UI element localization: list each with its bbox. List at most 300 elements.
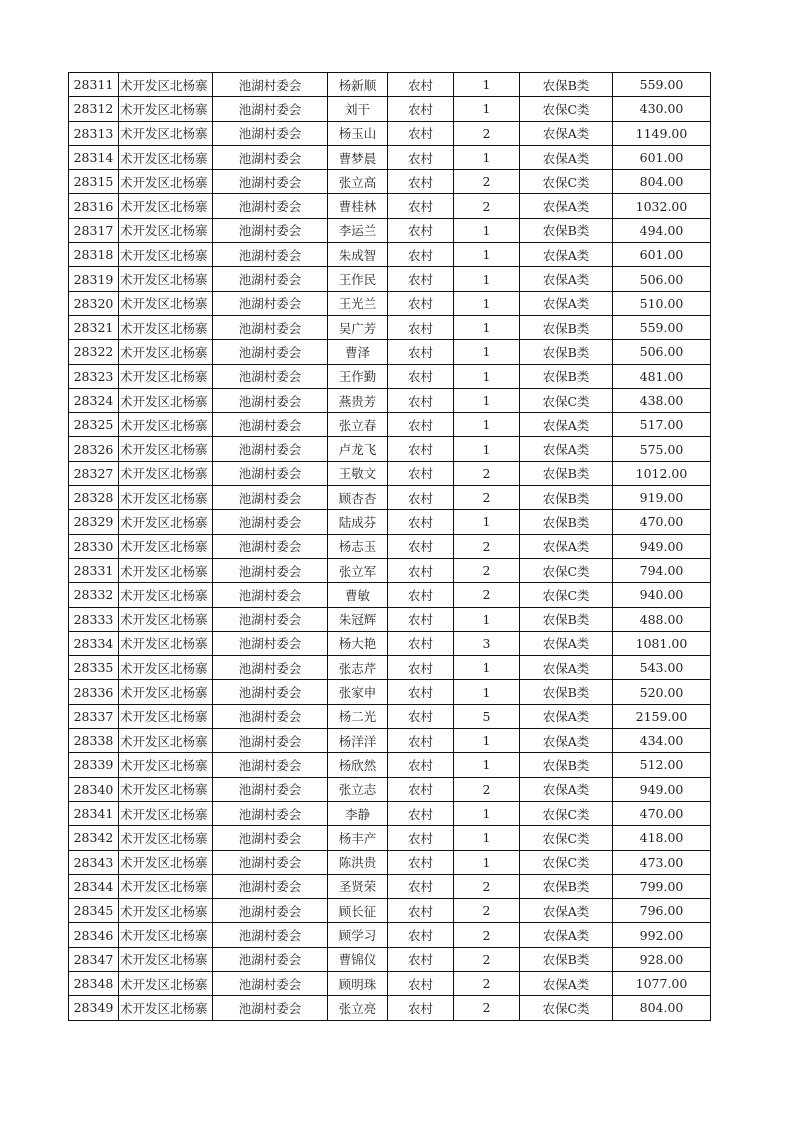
household-type-cell: 农村	[388, 704, 454, 728]
amount-cell: 928.00	[613, 947, 711, 971]
member-count-cell: 1	[454, 413, 520, 437]
committee-cell: 池湖村委会	[213, 510, 328, 534]
area-cell: 术开发区北杨寨	[119, 583, 213, 607]
person-name-cell: 陈洪贵	[328, 850, 388, 874]
member-count-cell: 3	[454, 631, 520, 655]
amount-cell: 559.00	[613, 73, 711, 97]
table-row	[69, 291, 711, 315]
committee-cell: 池湖村委会	[213, 826, 328, 850]
table-row	[69, 510, 711, 534]
insurance-class-cell: 农保B类	[520, 753, 613, 777]
amount-cell: 481.00	[613, 364, 711, 388]
record-id-cell: 28347	[69, 947, 119, 971]
amount-cell: 796.00	[613, 899, 711, 923]
record-id-cell: 28342	[69, 826, 119, 850]
table-row	[69, 170, 711, 194]
insurance-class-cell: 农保C类	[520, 801, 613, 825]
member-count-cell: 1	[454, 850, 520, 874]
table-row	[69, 413, 711, 437]
insurance-class-cell: 农保B类	[520, 486, 613, 510]
record-id-cell: 28337	[69, 704, 119, 728]
table-row	[69, 194, 711, 218]
household-type-cell: 农村	[388, 899, 454, 923]
table-row	[69, 874, 711, 898]
household-type-cell: 农村	[388, 315, 454, 339]
record-id-cell: 28323	[69, 364, 119, 388]
member-count-cell: 1	[454, 729, 520, 753]
insurance-class-cell: 农保A类	[520, 971, 613, 995]
insurance-class-cell: 农保B类	[520, 607, 613, 631]
insurance-class-cell: 农保A类	[520, 243, 613, 267]
person-name-cell: 曹桂林	[328, 194, 388, 218]
amount-cell: 804.00	[613, 996, 711, 1020]
committee-cell: 池湖村委会	[213, 874, 328, 898]
area-cell: 术开发区北杨寨	[119, 923, 213, 947]
table-row	[69, 461, 711, 485]
committee-cell: 池湖村委会	[213, 607, 328, 631]
committee-cell: 池湖村委会	[213, 631, 328, 655]
member-count-cell: 1	[454, 364, 520, 388]
household-type-cell: 农村	[388, 218, 454, 242]
insurance-class-cell: 农保A类	[520, 656, 613, 680]
person-name-cell: 张立亮	[328, 996, 388, 1020]
committee-cell: 池湖村委会	[213, 388, 328, 412]
insurance-class-cell: 农保C类	[520, 583, 613, 607]
area-cell: 术开发区北杨寨	[119, 947, 213, 971]
person-name-cell: 张志芹	[328, 656, 388, 680]
insurance-class-cell: 农保B类	[520, 947, 613, 971]
area-cell: 术开发区北杨寨	[119, 97, 213, 121]
record-id-cell: 28332	[69, 583, 119, 607]
committee-cell: 池湖村委会	[213, 437, 328, 461]
area-cell: 术开发区北杨寨	[119, 461, 213, 485]
member-count-cell: 1	[454, 680, 520, 704]
area-cell: 术开发区北杨寨	[119, 364, 213, 388]
committee-cell: 池湖村委会	[213, 218, 328, 242]
household-type-cell: 农村	[388, 801, 454, 825]
committee-cell: 池湖村委会	[213, 413, 328, 437]
insurance-class-cell: 农保A类	[520, 291, 613, 315]
table-row	[69, 971, 711, 995]
committee-cell: 池湖村委会	[213, 729, 328, 753]
table-body	[69, 73, 711, 1021]
table-row	[69, 680, 711, 704]
table-row	[69, 656, 711, 680]
table-row	[69, 315, 711, 339]
household-type-cell: 农村	[388, 388, 454, 412]
person-name-cell: 张立军	[328, 558, 388, 582]
insurance-class-cell: 农保C类	[520, 97, 613, 121]
area-cell: 术开发区北杨寨	[119, 971, 213, 995]
record-id-cell: 28315	[69, 170, 119, 194]
committee-cell: 池湖村委会	[213, 899, 328, 923]
committee-cell: 池湖村委会	[213, 340, 328, 364]
member-count-cell: 2	[454, 461, 520, 485]
record-id-cell: 28312	[69, 97, 119, 121]
insurance-class-cell: 农保A类	[520, 194, 613, 218]
area-cell: 术开发区北杨寨	[119, 194, 213, 218]
amount-cell: 418.00	[613, 826, 711, 850]
table-row	[69, 558, 711, 582]
committee-cell: 池湖村委会	[213, 97, 328, 121]
table-row	[69, 73, 711, 97]
amount-cell: 488.00	[613, 607, 711, 631]
amount-cell: 520.00	[613, 680, 711, 704]
household-type-cell: 农村	[388, 777, 454, 801]
amount-cell: 794.00	[613, 558, 711, 582]
table-row	[69, 145, 711, 169]
person-name-cell: 刘干	[328, 97, 388, 121]
person-name-cell: 王作勤	[328, 364, 388, 388]
person-name-cell: 陆成芬	[328, 510, 388, 534]
record-id-cell: 28319	[69, 267, 119, 291]
member-count-cell: 2	[454, 170, 520, 194]
table-row	[69, 801, 711, 825]
member-count-cell: 1	[454, 437, 520, 461]
committee-cell: 池湖村委会	[213, 704, 328, 728]
member-count-cell: 1	[454, 656, 520, 680]
member-count-cell: 1	[454, 145, 520, 169]
committee-cell: 池湖村委会	[213, 121, 328, 145]
member-count-cell: 1	[454, 291, 520, 315]
record-id-cell: 28325	[69, 413, 119, 437]
area-cell: 术开发区北杨寨	[119, 874, 213, 898]
household-type-cell: 农村	[388, 850, 454, 874]
insurance-class-cell: 农保A类	[520, 923, 613, 947]
insurance-class-cell: 农保A类	[520, 899, 613, 923]
table-row	[69, 923, 711, 947]
amount-cell: 919.00	[613, 486, 711, 510]
amount-cell: 799.00	[613, 874, 711, 898]
household-type-cell: 农村	[388, 996, 454, 1020]
amount-cell: 1012.00	[613, 461, 711, 485]
person-name-cell: 杨志玉	[328, 534, 388, 558]
area-cell: 术开发区北杨寨	[119, 267, 213, 291]
household-type-cell: 农村	[388, 486, 454, 510]
member-count-cell: 1	[454, 826, 520, 850]
person-name-cell: 曹梦晨	[328, 145, 388, 169]
record-id-cell: 28331	[69, 558, 119, 582]
person-name-cell: 杨新顺	[328, 73, 388, 97]
person-name-cell: 吴广芳	[328, 315, 388, 339]
record-id-cell: 28313	[69, 121, 119, 145]
member-count-cell: 2	[454, 923, 520, 947]
amount-cell: 470.00	[613, 801, 711, 825]
table-row	[69, 267, 711, 291]
member-count-cell: 1	[454, 243, 520, 267]
amount-cell: 1149.00	[613, 121, 711, 145]
committee-cell: 池湖村委会	[213, 583, 328, 607]
record-id-cell: 28326	[69, 437, 119, 461]
area-cell: 术开发区北杨寨	[119, 170, 213, 194]
record-id-cell: 28316	[69, 194, 119, 218]
committee-cell: 池湖村委会	[213, 315, 328, 339]
person-name-cell: 杨洋洋	[328, 729, 388, 753]
household-type-cell: 农村	[388, 971, 454, 995]
area-cell: 术开发区北杨寨	[119, 801, 213, 825]
member-count-cell: 1	[454, 267, 520, 291]
area-cell: 术开发区北杨寨	[119, 73, 213, 97]
area-cell: 术开发区北杨寨	[119, 826, 213, 850]
record-id-cell: 28321	[69, 315, 119, 339]
table-row	[69, 947, 711, 971]
household-type-cell: 农村	[388, 97, 454, 121]
insurance-class-cell: 农保B类	[520, 73, 613, 97]
household-type-cell: 农村	[388, 874, 454, 898]
household-type-cell: 农村	[388, 170, 454, 194]
household-type-cell: 农村	[388, 73, 454, 97]
record-id-cell: 28328	[69, 486, 119, 510]
amount-cell: 430.00	[613, 97, 711, 121]
insurance-class-cell: 农保A类	[520, 437, 613, 461]
member-count-cell: 2	[454, 486, 520, 510]
insurance-class-cell: 农保A类	[520, 729, 613, 753]
committee-cell: 池湖村委会	[213, 753, 328, 777]
record-id-cell: 28320	[69, 291, 119, 315]
area-cell: 术开发区北杨寨	[119, 486, 213, 510]
insurance-class-cell: 农保A类	[520, 267, 613, 291]
record-id-cell: 28340	[69, 777, 119, 801]
table-row	[69, 753, 711, 777]
amount-cell: 510.00	[613, 291, 711, 315]
household-type-cell: 农村	[388, 729, 454, 753]
record-id-cell: 28341	[69, 801, 119, 825]
amount-cell: 438.00	[613, 388, 711, 412]
person-name-cell: 顾杏杏	[328, 486, 388, 510]
member-count-cell: 2	[454, 583, 520, 607]
area-cell: 术开发区北杨寨	[119, 145, 213, 169]
member-count-cell: 1	[454, 607, 520, 631]
person-name-cell: 曹锦仪	[328, 947, 388, 971]
insurance-class-cell: 农保B类	[520, 315, 613, 339]
committee-cell: 池湖村委会	[213, 267, 328, 291]
committee-cell: 池湖村委会	[213, 364, 328, 388]
table-row	[69, 704, 711, 728]
household-type-cell: 农村	[388, 291, 454, 315]
committee-cell: 池湖村委会	[213, 558, 328, 582]
person-name-cell: 顾长征	[328, 899, 388, 923]
amount-cell: 575.00	[613, 437, 711, 461]
person-name-cell: 杨丰产	[328, 826, 388, 850]
table-row	[69, 583, 711, 607]
table-row	[69, 340, 711, 364]
committee-cell: 池湖村委会	[213, 777, 328, 801]
table-row	[69, 850, 711, 874]
committee-cell: 池湖村委会	[213, 850, 328, 874]
person-name-cell: 顾学习	[328, 923, 388, 947]
amount-cell: 601.00	[613, 145, 711, 169]
record-id-cell: 28322	[69, 340, 119, 364]
area-cell: 术开发区北杨寨	[119, 631, 213, 655]
insurance-class-cell: 农保A类	[520, 534, 613, 558]
person-name-cell: 王敬文	[328, 461, 388, 485]
committee-cell: 池湖村委会	[213, 971, 328, 995]
amount-cell: 940.00	[613, 583, 711, 607]
insurance-class-cell: 农保C类	[520, 996, 613, 1020]
amount-cell: 2159.00	[613, 704, 711, 728]
record-id-cell: 28348	[69, 971, 119, 995]
table-row	[69, 388, 711, 412]
record-id-cell: 28329	[69, 510, 119, 534]
record-id-cell: 28343	[69, 850, 119, 874]
table-row	[69, 534, 711, 558]
record-id-cell: 28318	[69, 243, 119, 267]
person-name-cell: 朱成智	[328, 243, 388, 267]
insurance-class-cell: 农保C类	[520, 850, 613, 874]
household-type-cell: 农村	[388, 340, 454, 364]
area-cell: 术开发区北杨寨	[119, 558, 213, 582]
member-count-cell: 2	[454, 558, 520, 582]
record-id-cell: 28324	[69, 388, 119, 412]
member-count-cell: 2	[454, 534, 520, 558]
person-name-cell: 王光兰	[328, 291, 388, 315]
person-name-cell: 燕贵芳	[328, 388, 388, 412]
amount-cell: 1032.00	[613, 194, 711, 218]
member-count-cell: 1	[454, 315, 520, 339]
insurance-class-cell: 农保A类	[520, 121, 613, 145]
person-name-cell: 杨玉山	[328, 121, 388, 145]
household-type-cell: 农村	[388, 145, 454, 169]
record-id-cell: 28345	[69, 899, 119, 923]
household-type-cell: 农村	[388, 364, 454, 388]
record-id-cell: 28335	[69, 656, 119, 680]
table-row	[69, 826, 711, 850]
person-name-cell: 卢龙飞	[328, 437, 388, 461]
amount-cell: 804.00	[613, 170, 711, 194]
insurance-class-cell: 农保A类	[520, 631, 613, 655]
record-id-cell: 28344	[69, 874, 119, 898]
insurance-class-cell: 农保C类	[520, 826, 613, 850]
amount-cell: 543.00	[613, 656, 711, 680]
household-type-cell: 农村	[388, 923, 454, 947]
member-count-cell: 1	[454, 510, 520, 534]
member-count-cell: 1	[454, 97, 520, 121]
person-name-cell: 李运兰	[328, 218, 388, 242]
member-count-cell: 1	[454, 388, 520, 412]
member-count-cell: 1	[454, 218, 520, 242]
insurance-class-cell: 农保B类	[520, 680, 613, 704]
amount-cell: 992.00	[613, 923, 711, 947]
insurance-class-cell: 农保C类	[520, 388, 613, 412]
insurance-class-cell: 农保B类	[520, 874, 613, 898]
amount-cell: 949.00	[613, 534, 711, 558]
household-type-cell: 农村	[388, 826, 454, 850]
household-type-cell: 农村	[388, 243, 454, 267]
person-name-cell: 圣贤荣	[328, 874, 388, 898]
area-cell: 术开发区北杨寨	[119, 850, 213, 874]
household-type-cell: 农村	[388, 461, 454, 485]
insurance-class-cell: 农保B类	[520, 461, 613, 485]
member-count-cell: 5	[454, 704, 520, 728]
insurance-class-cell: 农保B类	[520, 340, 613, 364]
record-id-cell: 28317	[69, 218, 119, 242]
table-row	[69, 437, 711, 461]
member-count-cell: 2	[454, 194, 520, 218]
person-name-cell: 杨欣然	[328, 753, 388, 777]
area-cell: 术开发区北杨寨	[119, 121, 213, 145]
household-type-cell: 农村	[388, 437, 454, 461]
amount-cell: 470.00	[613, 510, 711, 534]
insurance-class-cell: 农保C类	[520, 558, 613, 582]
insurance-class-cell: 农保C类	[520, 170, 613, 194]
area-cell: 术开发区北杨寨	[119, 704, 213, 728]
records-table	[68, 72, 711, 1021]
table-row	[69, 631, 711, 655]
person-name-cell: 张立高	[328, 170, 388, 194]
amount-cell: 517.00	[613, 413, 711, 437]
member-count-cell: 2	[454, 874, 520, 898]
committee-cell: 池湖村委会	[213, 73, 328, 97]
person-name-cell: 李静	[328, 801, 388, 825]
person-name-cell: 王作民	[328, 267, 388, 291]
household-type-cell: 农村	[388, 656, 454, 680]
household-type-cell: 农村	[388, 194, 454, 218]
area-cell: 术开发区北杨寨	[119, 413, 213, 437]
person-name-cell: 曹泽	[328, 340, 388, 364]
table-row	[69, 729, 711, 753]
person-name-cell: 张立春	[328, 413, 388, 437]
record-id-cell: 28333	[69, 607, 119, 631]
member-count-cell: 1	[454, 801, 520, 825]
committee-cell: 池湖村委会	[213, 996, 328, 1020]
table-row	[69, 243, 711, 267]
household-type-cell: 农村	[388, 267, 454, 291]
committee-cell: 池湖村委会	[213, 947, 328, 971]
committee-cell: 池湖村委会	[213, 801, 328, 825]
committee-cell: 池湖村委会	[213, 486, 328, 510]
area-cell: 术开发区北杨寨	[119, 729, 213, 753]
member-count-cell: 2	[454, 947, 520, 971]
record-id-cell: 28327	[69, 461, 119, 485]
household-type-cell: 农村	[388, 607, 454, 631]
record-id-cell: 28339	[69, 753, 119, 777]
household-type-cell: 农村	[388, 631, 454, 655]
member-count-cell: 2	[454, 971, 520, 995]
record-id-cell: 28334	[69, 631, 119, 655]
area-cell: 术开发区北杨寨	[119, 534, 213, 558]
person-name-cell: 杨二光	[328, 704, 388, 728]
area-cell: 术开发区北杨寨	[119, 388, 213, 412]
household-type-cell: 农村	[388, 413, 454, 437]
person-name-cell: 顾明珠	[328, 971, 388, 995]
area-cell: 术开发区北杨寨	[119, 656, 213, 680]
member-count-cell: 1	[454, 73, 520, 97]
area-cell: 术开发区北杨寨	[119, 899, 213, 923]
amount-cell: 1077.00	[613, 971, 711, 995]
area-cell: 术开发区北杨寨	[119, 340, 213, 364]
record-id-cell: 28336	[69, 680, 119, 704]
amount-cell: 473.00	[613, 850, 711, 874]
committee-cell: 池湖村委会	[213, 243, 328, 267]
area-cell: 术开发区北杨寨	[119, 218, 213, 242]
table-row	[69, 899, 711, 923]
amount-cell: 601.00	[613, 243, 711, 267]
household-type-cell: 农村	[388, 583, 454, 607]
insurance-class-cell: 农保A类	[520, 777, 613, 801]
area-cell: 术开发区北杨寨	[119, 777, 213, 801]
area-cell: 术开发区北杨寨	[119, 437, 213, 461]
household-type-cell: 农村	[388, 510, 454, 534]
committee-cell: 池湖村委会	[213, 170, 328, 194]
member-count-cell: 1	[454, 753, 520, 777]
area-cell: 术开发区北杨寨	[119, 753, 213, 777]
area-cell: 术开发区北杨寨	[119, 315, 213, 339]
household-type-cell: 农村	[388, 558, 454, 582]
household-type-cell: 农村	[388, 121, 454, 145]
table-row	[69, 777, 711, 801]
household-type-cell: 农村	[388, 753, 454, 777]
table-row	[69, 218, 711, 242]
